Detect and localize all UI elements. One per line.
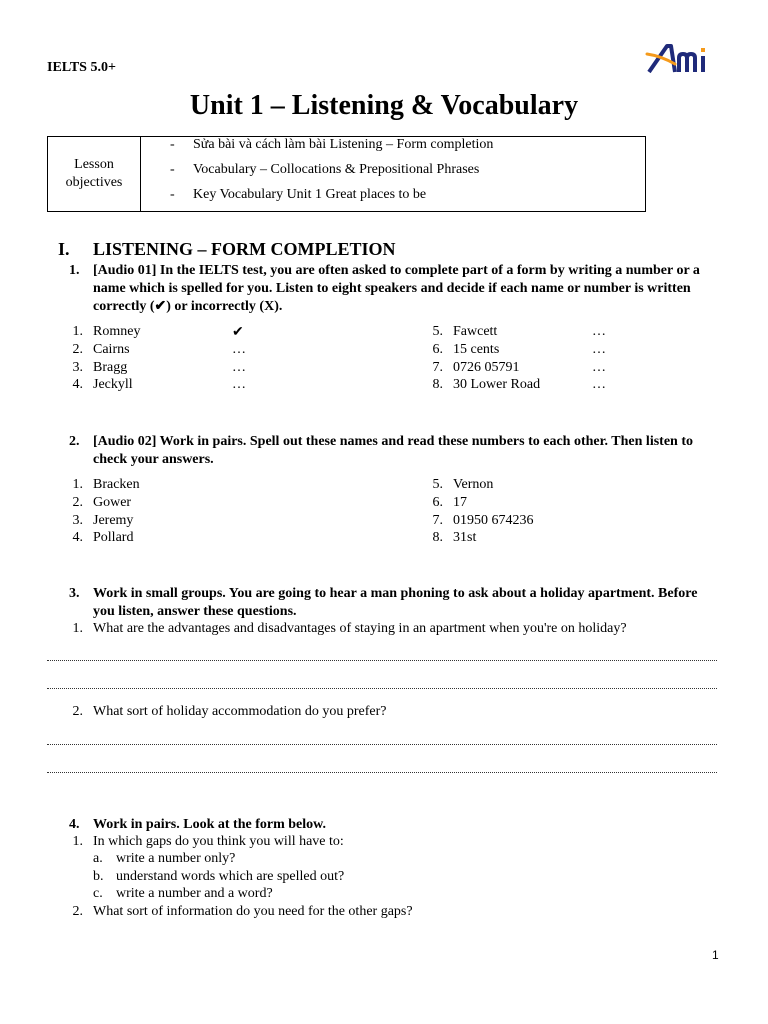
answer-line[interactable] — [47, 688, 717, 689]
item-number: 2. — [72, 704, 83, 719]
item-text: What sort of holiday accommodation do you prefer? — [93, 704, 387, 719]
answer-blank: … — [592, 360, 606, 375]
item-text: Gower — [93, 495, 132, 510]
option-letter: b. — [93, 869, 104, 884]
question-text: Work in pairs. Look at the form below. — [93, 817, 326, 832]
item-number: 5. — [432, 477, 443, 492]
question-number: 3. — [69, 586, 80, 601]
item-number: 2. — [72, 495, 83, 510]
item-text: Bracken — [93, 477, 140, 492]
item-number: 3. — [72, 360, 83, 375]
item-text: 31st — [453, 530, 477, 545]
item-text: Bragg — [93, 360, 128, 375]
question-number: 2. — [69, 434, 80, 449]
item-number: 1. — [72, 621, 83, 636]
item-text: 15 cents — [453, 342, 500, 357]
objective-text: Sửa bài và cách làm bài Listening – Form completion — [193, 137, 494, 152]
answer-line[interactable] — [47, 744, 717, 745]
item-number: 8. — [432, 377, 443, 392]
item-text: 30 Lower Road — [453, 377, 541, 392]
answer-line[interactable] — [47, 660, 717, 661]
lesson-objectives-table — [47, 136, 646, 212]
question-text: [Audio 02] Work in pairs. Spell out these names and read these numbers to each other. Then listen to check your answers. — [93, 434, 693, 467]
section-number: I. — [58, 239, 70, 259]
course-level: IELTS 5.0+ — [47, 60, 116, 75]
answer-blank: … — [232, 342, 246, 357]
item-text: 01950 674236 — [453, 513, 534, 528]
item-number: 6. — [432, 342, 443, 357]
question-number: 4. — [69, 817, 80, 832]
question-text: Work in small groups. You are going to hear a man phoning to ask about a holiday apartment. Before you listen, answer these questions. — [93, 586, 698, 619]
objectives-label-text: Lesson objectives — [65, 157, 123, 190]
item-number: 1. — [72, 477, 83, 492]
item-text: Pollard — [93, 530, 134, 545]
item-text: What sort of information do you need for the other gaps? — [93, 904, 413, 919]
bullet-dash: - — [170, 162, 175, 177]
answer-blank: … — [232, 360, 246, 375]
item-number: 1. — [72, 324, 83, 339]
item-text: What are the advantages and disadvantages of staying in an apartment when you're on holiday? — [93, 621, 627, 636]
item-number: 4. — [72, 377, 83, 392]
item-text: 17 — [453, 495, 467, 510]
answer-blank: … — [232, 377, 246, 392]
answer-blank: … — [592, 342, 606, 357]
item-text: 0726 05791 — [453, 360, 520, 375]
item-text: In which gaps do you think you will have to: — [93, 834, 344, 849]
item-text: Vernon — [453, 477, 494, 492]
section-heading — [58, 239, 396, 260]
option-letter: c. — [93, 886, 103, 901]
option-text: write a number and a word? — [116, 886, 273, 901]
item-number: 7. — [432, 360, 443, 375]
item-number: 1. — [72, 834, 83, 849]
option-text: write a number only? — [116, 851, 236, 866]
bullet-dash: - — [170, 137, 175, 152]
answer-blank: … — [592, 324, 606, 339]
item-number: 4. — [72, 530, 83, 545]
item-number: 6. — [432, 495, 443, 510]
item-number: 2. — [72, 342, 83, 357]
item-text: Jeremy — [93, 513, 134, 528]
page-title: Unit 1 – Listening & Vocabulary — [189, 90, 579, 121]
objective-text: Key Vocabulary Unit 1 Great places to be — [193, 187, 427, 202]
item-text: Fawcett — [453, 324, 498, 339]
page-number: 1 — [712, 948, 719, 962]
option-letter: a. — [93, 851, 103, 866]
answer-line[interactable] — [47, 772, 717, 773]
option-text: understand words which are spelled out? — [116, 869, 345, 884]
ami-logo — [645, 40, 713, 76]
item-number: 3. — [72, 513, 83, 528]
objectives-label — [48, 137, 141, 211]
check-mark: ✔ — [232, 325, 244, 340]
question-text: [Audio 01] In the IELTS test, you are often asked to complete part of a form by writing a number or a name which is spelled for you. Listen to eight speakers and decide if each name or number is written correctly (✔) or incorrectly (X). — [93, 263, 700, 314]
objective-text: Vocabulary – Collocations & Prepositional Phrases — [193, 162, 480, 177]
section-title: LISTENING – FORM COMPLETION — [93, 239, 396, 259]
bullet-dash: - — [170, 187, 175, 202]
item-text: Jeckyll — [93, 377, 133, 392]
item-text: Romney — [93, 324, 141, 339]
item-text: Cairns — [93, 342, 130, 357]
item-number: 8. — [432, 530, 443, 545]
question-number: 1. — [69, 263, 80, 278]
answer-blank: … — [592, 377, 606, 392]
item-number: 7. — [432, 513, 443, 528]
item-number: 5. — [432, 324, 443, 339]
item-number: 2. — [72, 904, 83, 919]
